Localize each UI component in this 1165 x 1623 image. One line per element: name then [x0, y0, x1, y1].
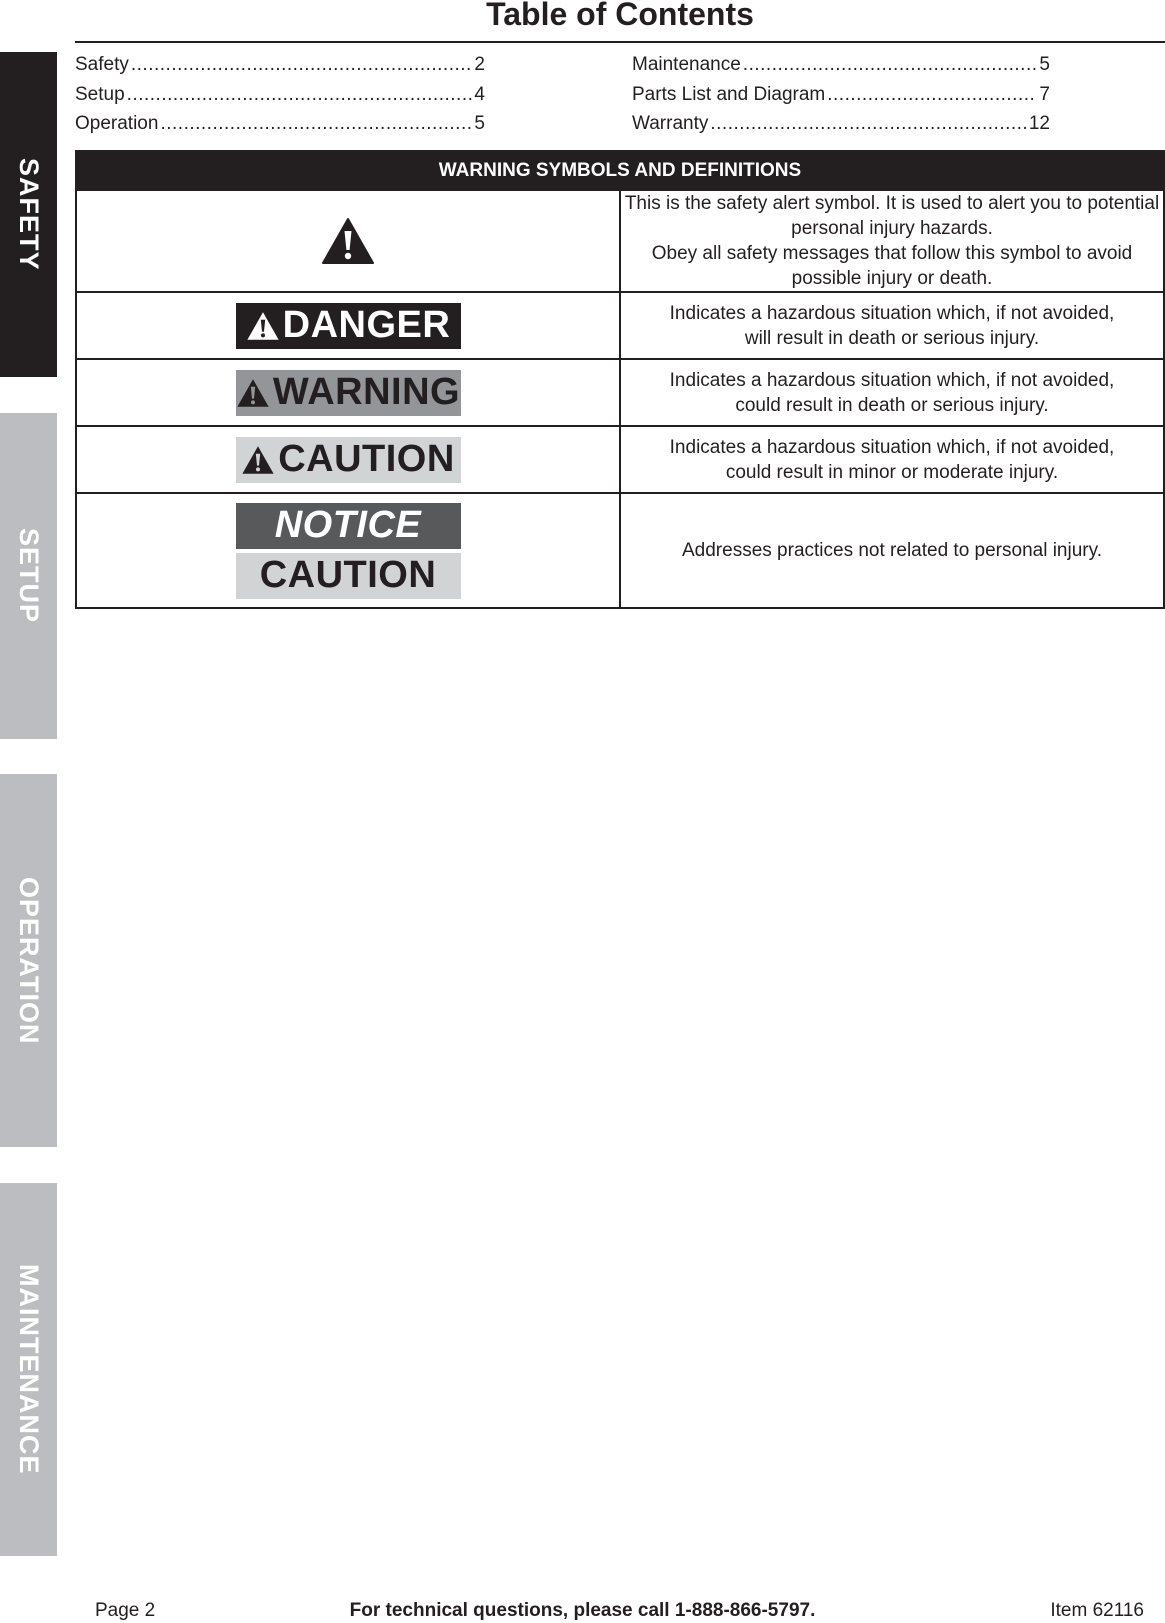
definition-cell	[620, 292, 1164, 359]
side-tab-label: MAINTENANCE	[14, 1264, 44, 1475]
definition-line: Indicates a hazardous situation which, if not avoided,	[669, 302, 1115, 324]
table-row-danger	[76, 292, 1164, 359]
side-tab-setup[interactable]	[0, 413, 57, 739]
toc-leader	[710, 109, 1026, 139]
footer-tech-support: For technical questions, please call 1-888-866-5797.	[349, 1600, 816, 1621]
toc-label: Parts List and Diagram	[632, 83, 826, 105]
page-title: Table of Contents	[486, 0, 754, 32]
table-row-caution	[76, 426, 1164, 493]
toc-leader	[127, 80, 473, 110]
toc-label: Setup	[75, 83, 125, 105]
toc-entry-safety[interactable]	[75, 50, 485, 80]
definition-cell	[620, 493, 1164, 608]
side-tab-label: SAFETY	[14, 158, 44, 271]
notice-signal-panel	[236, 503, 461, 549]
safety-alert-icon	[241, 445, 275, 475]
table-row-notice	[76, 493, 1164, 608]
footer-item-number: Item 62116	[1050, 1600, 1144, 1621]
definition-cell	[620, 359, 1164, 426]
footer-page-number: Page 2	[95, 1600, 156, 1621]
side-tab-safety[interactable]	[0, 52, 57, 377]
symbol-cell	[76, 190, 620, 292]
side-tab-label: SETUP	[14, 528, 44, 624]
toc-label: Maintenance	[632, 54, 741, 75]
signal-word: NOTICE	[274, 504, 422, 546]
definition-line: Addresses practices not related to personal injury.	[682, 540, 1102, 561]
toc-page: 7	[1039, 83, 1050, 105]
caution-signal-panel	[236, 437, 461, 483]
definition-line: could result in death or serious injury.	[735, 394, 1049, 416]
toc-page: 4	[474, 83, 485, 105]
symbol-cell	[76, 359, 620, 426]
safety-alert-icon	[321, 217, 375, 265]
signal-word: DANGER	[282, 304, 451, 346]
side-tab-label: OPERATION	[14, 876, 44, 1045]
toc-label: Safety	[75, 54, 129, 75]
definition-line: Indicates a hazardous situation which, if not avoided,	[669, 436, 1115, 458]
toc-page: 2	[474, 54, 485, 75]
definition-cell	[620, 426, 1164, 493]
table-header: WARNING SYMBOLS AND DEFINITIONS	[76, 151, 1164, 190]
safety-alert-icon	[236, 378, 270, 408]
toc-label: Operation	[75, 113, 159, 134]
definition-line: will result in death or serious injury.	[744, 327, 1040, 349]
definition-line: could result in minor or moderate injury.	[725, 461, 1059, 483]
table-row-alert-symbol	[76, 190, 1164, 292]
toc-page: 12	[1028, 113, 1050, 134]
toc-label: Warranty	[632, 113, 709, 134]
side-tab-operation[interactable]	[0, 774, 57, 1147]
toc-leader	[131, 50, 473, 80]
caution-no-symbol-panel	[236, 553, 461, 599]
toc-page: 5	[474, 113, 485, 134]
table-row-warning	[76, 359, 1164, 426]
signal-word: CAUTION	[259, 554, 437, 596]
definition-line: Indicates a hazardous situation which, if not avoided,	[669, 369, 1115, 391]
definition-line: This is the safety alert symbol. It is used to alert you to potential personal injury hazards.	[624, 193, 1160, 239]
toc-entry-operation[interactable]	[75, 109, 485, 139]
title-divider	[75, 41, 1165, 43]
danger-signal-panel	[236, 303, 461, 349]
warning-signal-panel	[236, 370, 461, 416]
toc-leader	[827, 80, 1037, 110]
definition-line: Obey all safety messages that follow this symbol to avoid possible injury or death.	[651, 243, 1133, 289]
toc-left-column	[75, 50, 485, 139]
toc-page: 5	[1039, 54, 1050, 75]
toc-right-column	[632, 50, 1050, 139]
toc-entry-parts-list[interactable]	[632, 80, 1050, 110]
toc-entry-setup[interactable]	[75, 80, 485, 110]
toc-leader	[743, 50, 1038, 80]
symbol-cell	[76, 292, 620, 359]
signal-word: CAUTION	[278, 438, 455, 480]
symbol-cell	[76, 493, 620, 608]
signal-word: WARNING	[272, 371, 461, 413]
definition-cell	[620, 190, 1164, 292]
symbol-cell	[76, 426, 620, 493]
toc-leader	[160, 109, 472, 139]
warning-symbols-table	[75, 150, 1165, 609]
toc-entry-maintenance[interactable]	[632, 50, 1050, 80]
toc-entry-warranty[interactable]	[632, 109, 1050, 139]
side-tab-maintenance[interactable]	[0, 1183, 57, 1556]
safety-alert-icon	[246, 311, 280, 341]
